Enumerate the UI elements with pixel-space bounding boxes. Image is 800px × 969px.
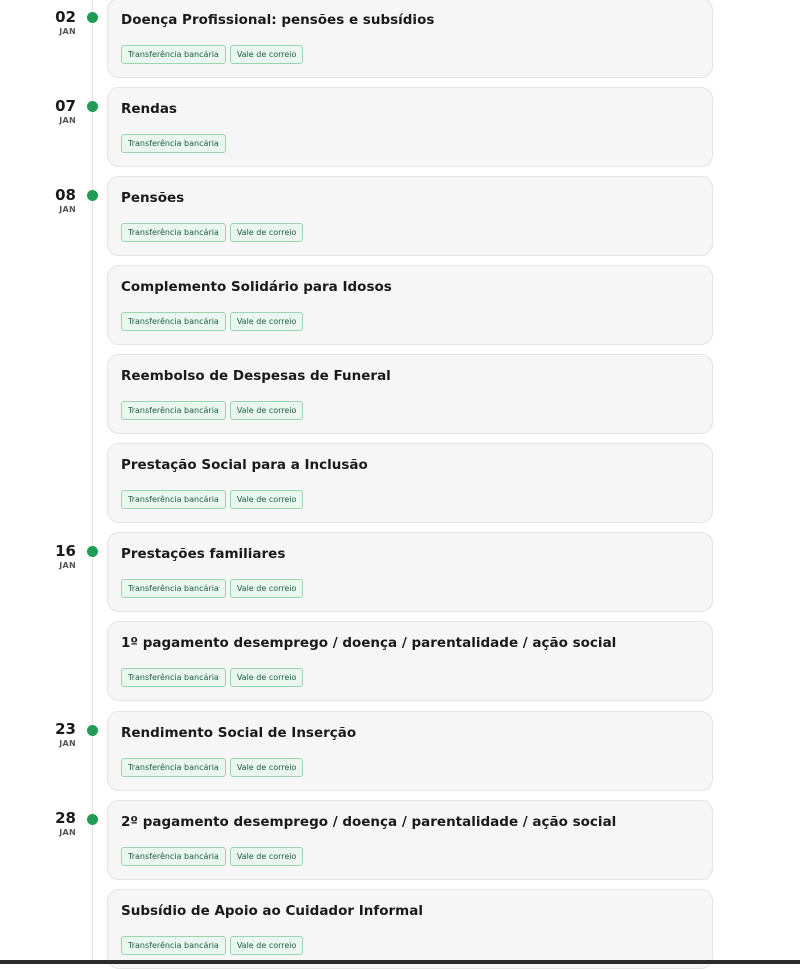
tag-postal-order[interactable]: Vale de correio (230, 45, 304, 64)
event-title: Reembolso de Despesas de Funeral (121, 368, 391, 384)
date-day: 08 (55, 186, 76, 204)
tag-bank-transfer[interactable]: Transferência bancária (121, 490, 226, 509)
payment-method-tags (121, 134, 226, 153)
date-day: 28 (55, 809, 76, 827)
event-card[interactable] (107, 621, 713, 701)
event-card[interactable] (107, 0, 713, 78)
date-marker (36, 9, 76, 37)
tag-postal-order[interactable]: Vale de correio (230, 490, 304, 509)
payment-method-tags (121, 758, 303, 777)
date-marker (36, 543, 76, 571)
payment-method-tags (121, 401, 303, 420)
tag-bank-transfer[interactable]: Transferência bancária (121, 847, 226, 866)
date-month: JAN (59, 205, 76, 214)
event-card[interactable] (107, 800, 713, 880)
date-day: 16 (55, 542, 76, 560)
date-month: JAN (59, 739, 76, 748)
event-card[interactable] (107, 354, 713, 434)
date-marker (36, 98, 76, 126)
tag-bank-transfer[interactable]: Transferência bancária (121, 579, 226, 598)
event-card[interactable] (107, 176, 713, 256)
event-title: Complemento Solidário para Idosos (121, 279, 392, 295)
payment-method-tags (121, 490, 303, 509)
date-day: 23 (55, 720, 76, 738)
tag-bank-transfer[interactable]: Transferência bancária (121, 936, 226, 955)
payment-method-tags (121, 223, 303, 242)
event-card[interactable] (107, 443, 713, 523)
timeline-dot-icon (87, 101, 98, 112)
date-month: JAN (59, 828, 76, 837)
date-day: 07 (55, 97, 76, 115)
payment-method-tags (121, 936, 303, 955)
event-title: 1º pagamento desemprego / doença / parentalidade / ação social (121, 635, 617, 651)
event-card[interactable] (107, 532, 713, 612)
date-month: JAN (59, 27, 76, 36)
event-card[interactable] (107, 889, 713, 969)
tag-bank-transfer[interactable]: Transferência bancária (121, 223, 226, 242)
tag-bank-transfer[interactable]: Transferência bancária (121, 668, 226, 687)
timeline-dot-icon (87, 546, 98, 557)
tag-postal-order[interactable]: Vale de correio (230, 936, 304, 955)
tag-postal-order[interactable]: Vale de correio (230, 758, 304, 777)
event-title: Prestação Social para a Inclusão (121, 457, 368, 473)
tag-bank-transfer[interactable]: Transferência bancária (121, 312, 226, 331)
timeline-dot-icon (87, 12, 98, 23)
event-card[interactable] (107, 711, 713, 791)
event-card[interactable] (107, 265, 713, 345)
payment-method-tags (121, 312, 303, 331)
tag-postal-order[interactable]: Vale de correio (230, 223, 304, 242)
date-month: JAN (59, 116, 76, 125)
tag-postal-order[interactable]: Vale de correio (230, 312, 304, 331)
tag-bank-transfer[interactable]: Transferência bancária (121, 134, 226, 153)
tag-postal-order[interactable]: Vale de correio (230, 668, 304, 687)
tag-postal-order[interactable]: Vale de correio (230, 847, 304, 866)
event-title: Pensões (121, 190, 185, 206)
date-marker (36, 810, 76, 838)
payment-method-tags (121, 579, 303, 598)
event-title: 2º pagamento desemprego / doença / parentalidade / ação social (121, 814, 617, 830)
timeline-dot-icon (87, 725, 98, 736)
date-month: JAN (59, 561, 76, 570)
tag-bank-transfer[interactable]: Transferência bancária (121, 758, 226, 777)
event-title: Rendimento Social de Inserção (121, 725, 357, 741)
event-title: Doença Profissional: pensões e subsídios (121, 12, 435, 28)
event-card[interactable] (107, 87, 713, 167)
tag-bank-transfer[interactable]: Transferência bancária (121, 45, 226, 64)
date-marker (36, 721, 76, 749)
date-day: 02 (55, 8, 76, 26)
tag-postal-order[interactable]: Vale de correio (230, 579, 304, 598)
event-title: Subsídio de Apoio ao Cuidador Informal (121, 903, 423, 919)
payment-method-tags (121, 45, 303, 64)
date-marker (36, 187, 76, 215)
tag-postal-order[interactable]: Vale de correio (230, 401, 304, 420)
timeline-dot-icon (87, 190, 98, 201)
event-title: Rendas (121, 101, 177, 117)
payment-method-tags (121, 668, 303, 687)
bottom-edge-bar (0, 960, 800, 964)
payment-method-tags (121, 847, 303, 866)
tag-bank-transfer[interactable]: Transferência bancária (121, 401, 226, 420)
event-title: Prestações familiares (121, 546, 286, 562)
timeline-dot-icon (87, 814, 98, 825)
